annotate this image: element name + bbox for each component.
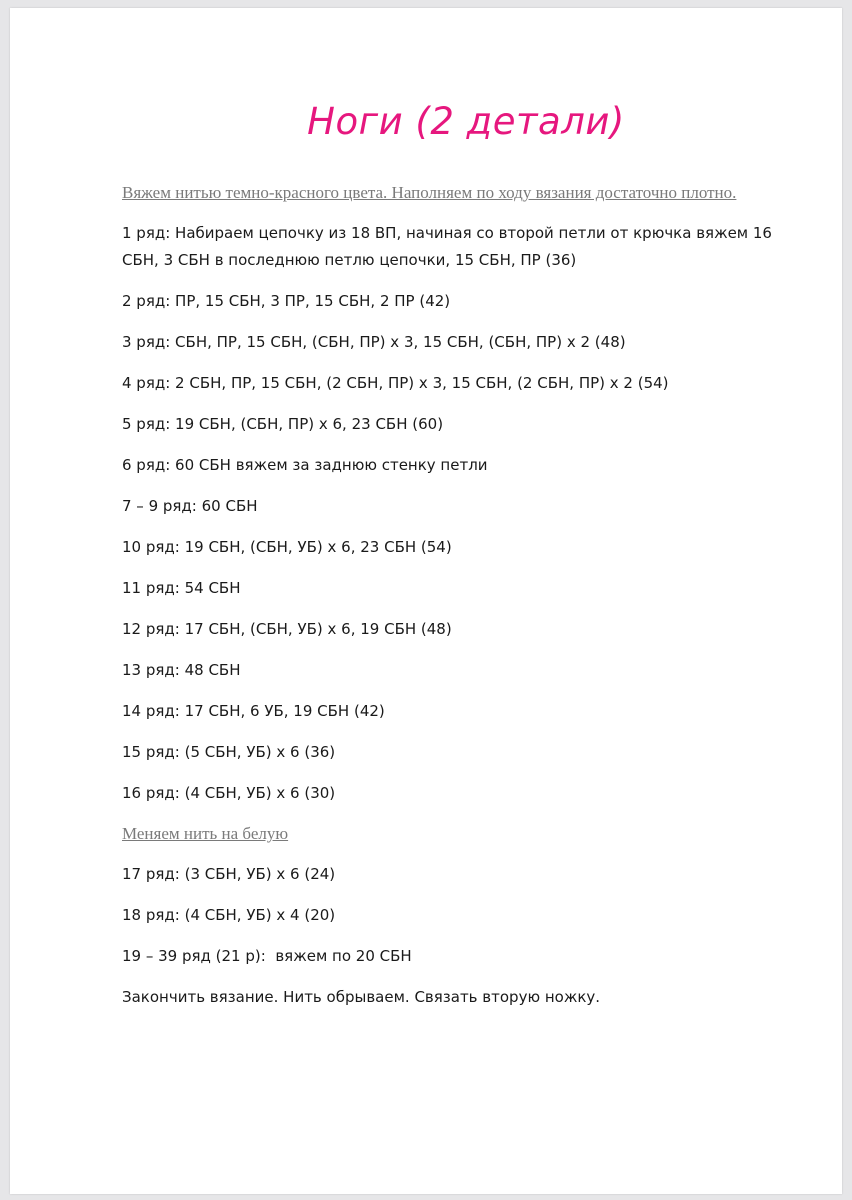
pattern-row-1: 1 ряд: Набираем цепочку из 18 ВП, начиная со второй петли от крючка вяжем 16 СБН, 3 СБН в последнюю петлю цепочки, 15 СБН, ПР (36) xyxy=(122,224,777,269)
intro-note: Вяжем нитью темно-красного цвета. Наполняем по ходу вязания достаточно плотно. xyxy=(122,183,737,202)
pattern-row-3: 3 ряд: СБН, ПР, 15 СБН, (СБН, ПР) х 3, 15 СБН, (СБН, ПР) х 2 (48) xyxy=(122,333,626,351)
color-change-note: Меняем нить на белую xyxy=(122,824,289,843)
pattern-row-10: 10 ряд: 19 СБН, (СБН, УБ) х 6, 23 СБН (54) xyxy=(122,538,452,556)
finish-instruction: Закончить вязание. Нить обрываем. Связать вторую ножку. xyxy=(122,988,601,1006)
pattern-row-15: 15 ряд: (5 СБН, УБ) х 6 (36) xyxy=(122,743,336,761)
pattern-row-2: 2 ряд: ПР, 15 СБН, 3 ПР, 15 СБН, 2 ПР (42) xyxy=(122,292,451,310)
pattern-row-14: 14 ряд: 17 СБН, 6 УБ, 19 СБН (42) xyxy=(122,702,385,720)
page-title: Ноги (2 детали) xyxy=(307,100,625,143)
pattern-row-5: 5 ряд: 19 СБН, (СБН, ПР) х 6, 23 СБН (60) xyxy=(122,415,444,433)
pattern-row-11: 11 ряд: 54 СБН xyxy=(122,579,241,597)
pattern-row-16: 16 ряд: (4 СБН, УБ) х 6 (30) xyxy=(122,784,336,802)
pattern-row-12: 12 ряд: 17 СБН, (СБН, УБ) х 6, 19 СБН (48) xyxy=(122,620,452,638)
pattern-row-18: 18 ряд: (4 СБН, УБ) х 4 (20) xyxy=(122,906,336,924)
document-page xyxy=(10,8,842,1194)
pattern-row-7-9: 7 – 9 ряд: 60 СБН xyxy=(122,497,258,515)
pattern-row-4: 4 ряд: 2 СБН, ПР, 15 СБН, (2 СБН, ПР) х 3, 15 СБН, (2 СБН, ПР) х 2 (54) xyxy=(122,374,669,392)
pattern-row-19-39: 19 – 39 ряд (21 р): вяжем по 20 СБН xyxy=(122,947,412,965)
pattern-row-17: 17 ряд: (3 СБН, УБ) х 6 (24) xyxy=(122,865,336,883)
pattern-row-6: 6 ряд: 60 СБН вяжем за заднюю стенку петли xyxy=(122,456,488,474)
pattern-row-13: 13 ряд: 48 СБН xyxy=(122,661,241,679)
pattern-content xyxy=(122,180,802,1025)
